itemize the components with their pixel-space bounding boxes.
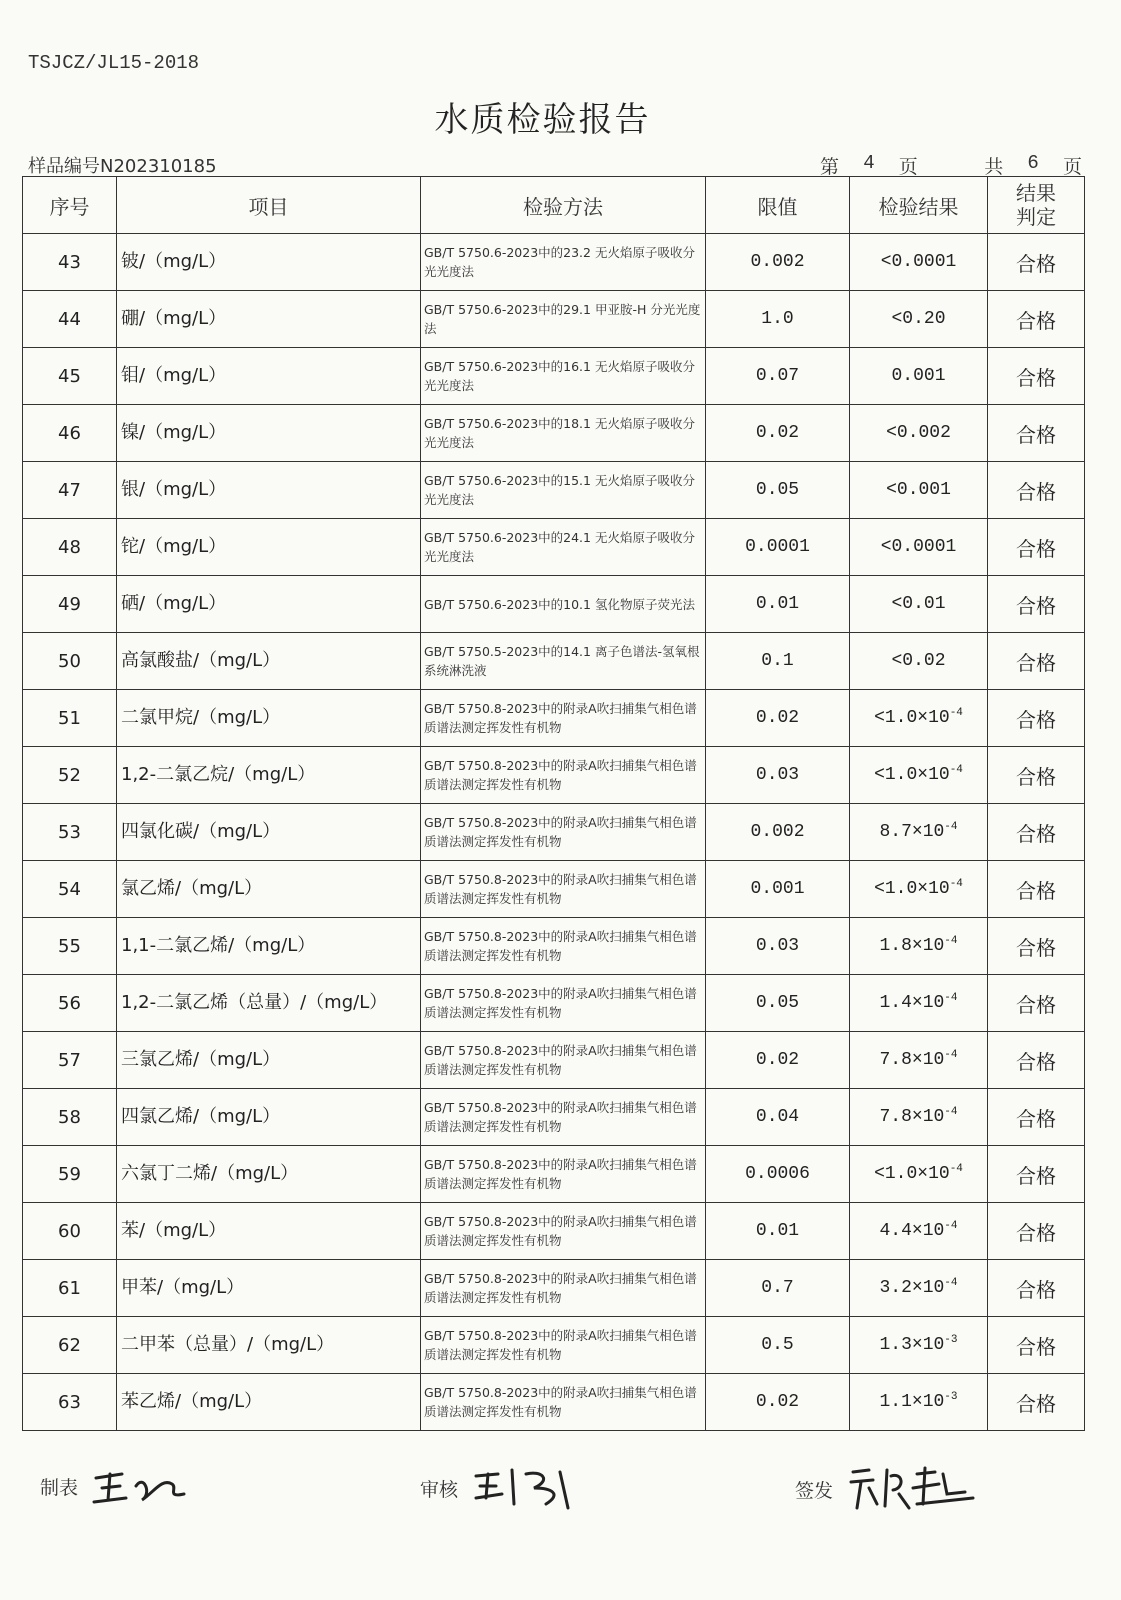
row-result-value: <0.20: [891, 309, 946, 329]
table-row: [23, 747, 1085, 804]
row-item: 1,2-二氯乙烷/（mg/L）: [117, 747, 421, 804]
row-result-value: 1.3×10: [879, 1335, 945, 1355]
header-limit: 限值: [706, 177, 850, 234]
header-seq: 序号: [23, 177, 117, 234]
row-limit: 0.03: [706, 918, 850, 975]
row-judge: 合格: [988, 519, 1085, 576]
row-result: [850, 1374, 988, 1431]
row-method: GB/T 5750.8-2023中的附录A吹扫捕集气相色谱质谱法测定挥发性有机物: [421, 861, 706, 918]
row-result-exponent: -3: [944, 1334, 958, 1346]
row-method: GB/T 5750.8-2023中的附录A吹扫捕集气相色谱质谱法测定挥发性有机物: [421, 1203, 706, 1260]
row-result-value: 1.8×10: [879, 936, 945, 956]
row-limit: 1.0: [706, 291, 850, 348]
page-prefix: 第: [820, 156, 840, 178]
row-judge: 合格: [988, 1089, 1085, 1146]
row-judge: 合格: [988, 633, 1085, 690]
row-judge: 合格: [988, 405, 1085, 462]
row-judge: 合格: [988, 975, 1085, 1032]
table-row: [23, 861, 1085, 918]
row-limit: 0.07: [706, 348, 850, 405]
row-result: [850, 747, 988, 804]
row-result-exponent: -3: [944, 1391, 958, 1403]
row-result-value: <0.0001: [880, 537, 957, 557]
table-row: [23, 405, 1085, 462]
row-limit: 0.02: [706, 690, 850, 747]
reviewed-by: [420, 1464, 582, 1512]
row-seq: 58: [23, 1089, 117, 1146]
row-result-value: <0.0001: [880, 252, 957, 272]
row-item: 六氯丁二烯/（mg/L）: [117, 1146, 421, 1203]
row-item: 四氯乙烯/（mg/L）: [117, 1089, 421, 1146]
row-result: [850, 1032, 988, 1089]
row-method: GB/T 5750.8-2023中的附录A吹扫捕集气相色谱质谱法测定挥发性有机物: [421, 1317, 706, 1374]
row-judge: 合格: [988, 348, 1085, 405]
row-method: GB/T 5750.8-2023中的附录A吹扫捕集气相色谱质谱法测定挥发性有机物: [421, 1260, 706, 1317]
row-seq: 57: [23, 1032, 117, 1089]
row-item: 硼/（mg/L）: [117, 291, 421, 348]
row-limit: 0.02: [706, 405, 850, 462]
row-limit: 0.02: [706, 1032, 850, 1089]
row-method: GB/T 5750.6-2023中的16.1 无火焰原子吸收分光光度法: [421, 348, 706, 405]
row-method: GB/T 5750.6-2023中的23.2 无火焰原子吸收分光光度法: [421, 234, 706, 291]
document-code: TSJCZ/JL15-2018: [28, 52, 200, 74]
row-limit: 0.0001: [706, 519, 850, 576]
page-total-prefix: 共: [984, 156, 1004, 178]
table-row: [23, 918, 1085, 975]
results-table: [22, 176, 1085, 1431]
row-seq: 47: [23, 462, 117, 519]
row-result-value: 8.7×10: [879, 822, 945, 842]
row-judge: 合格: [988, 804, 1085, 861]
row-seq: 50: [23, 633, 117, 690]
row-result-exponent: -4: [949, 707, 963, 719]
row-limit: 0.01: [706, 1203, 850, 1260]
row-item: 苯乙烯/（mg/L）: [117, 1374, 421, 1431]
row-result-value: <0.001: [886, 480, 951, 500]
row-item: 苯/（mg/L）: [117, 1203, 421, 1260]
row-result-value: <0.002: [886, 423, 951, 443]
row-seq: 54: [23, 861, 117, 918]
row-limit: 0.05: [706, 975, 850, 1032]
row-result-exponent: -4: [944, 821, 958, 833]
row-limit: 0.05: [706, 462, 850, 519]
sample-number-label: 样品编号: [28, 156, 100, 177]
row-judge: 合格: [988, 576, 1085, 633]
table-row: [23, 975, 1085, 1032]
row-result: [850, 633, 988, 690]
row-result-exponent: -4: [949, 878, 963, 890]
row-seq: 45: [23, 348, 117, 405]
row-item: 银/（mg/L）: [117, 462, 421, 519]
table-body: [23, 234, 1085, 1431]
row-item: 甲苯/（mg/L）: [117, 1260, 421, 1317]
row-method: GB/T 5750.6-2023中的24.1 无火焰原子吸收分光光度法: [421, 519, 706, 576]
row-limit: 0.001: [706, 861, 850, 918]
row-result: [850, 348, 988, 405]
row-seq: 62: [23, 1317, 117, 1374]
header-method: 检验方法: [421, 177, 706, 234]
row-result-value: <1.0×10: [874, 765, 950, 785]
row-item: 铊/（mg/L）: [117, 519, 421, 576]
row-item: 铍/（mg/L）: [117, 234, 421, 291]
row-limit: 0.0006: [706, 1146, 850, 1203]
row-item: 四氯化碳/（mg/L）: [117, 804, 421, 861]
row-result-value: 7.8×10: [879, 1050, 945, 1070]
row-item: 硒/（mg/L）: [117, 576, 421, 633]
row-result-value: <0.02: [891, 651, 946, 671]
row-result: [850, 462, 988, 519]
row-seq: 63: [23, 1374, 117, 1431]
row-result: [850, 576, 988, 633]
row-limit: 0.1: [706, 633, 850, 690]
row-limit: 0.02: [706, 1374, 850, 1431]
report-title: 水质检验报告: [434, 100, 651, 140]
row-result-exponent: -4: [944, 1220, 958, 1232]
row-limit: 0.002: [706, 804, 850, 861]
row-method: GB/T 5750.8-2023中的附录A吹扫捕集气相色谱质谱法测定挥发性有机物: [421, 747, 706, 804]
row-limit: 0.04: [706, 1089, 850, 1146]
table-row: [23, 519, 1085, 576]
row-result-value: 4.4×10: [879, 1221, 945, 1241]
row-result: [850, 291, 988, 348]
header-result: 检验结果: [850, 177, 988, 234]
prepared-label: 制表: [40, 1476, 79, 1499]
row-item: 钼/（mg/L）: [117, 348, 421, 405]
row-item: 1,2-二氯乙烯（总量）/（mg/L）: [117, 975, 421, 1032]
row-method: GB/T 5750.5-2023中的14.1 离子色谱法-氢氧根系统淋洗液: [421, 633, 706, 690]
table-row: [23, 234, 1085, 291]
row-limit: 0.7: [706, 1260, 850, 1317]
row-result-value: <1.0×10: [874, 708, 950, 728]
row-result-exponent: -4: [949, 1163, 963, 1175]
row-seq: 53: [23, 804, 117, 861]
sample-number-value: N202310185: [100, 156, 217, 177]
page-current: 4: [863, 152, 875, 174]
row-item: 1,1-二氯乙烯/（mg/L）: [117, 918, 421, 975]
row-judge: 合格: [988, 861, 1085, 918]
row-result: [850, 1317, 988, 1374]
row-item: 二甲苯（总量）/（mg/L）: [117, 1317, 421, 1374]
row-seq: 59: [23, 1146, 117, 1203]
row-method: GB/T 5750.8-2023中的附录A吹扫捕集气相色谱质谱法测定挥发性有机物: [421, 918, 706, 975]
row-limit: 0.01: [706, 576, 850, 633]
row-judge: 合格: [988, 690, 1085, 747]
table-row: [23, 633, 1085, 690]
row-result: [850, 918, 988, 975]
row-judge: 合格: [988, 1032, 1085, 1089]
row-method: GB/T 5750.8-2023中的附录A吹扫捕集气相色谱质谱法测定挥发性有机物: [421, 1146, 706, 1203]
row-result: [850, 234, 988, 291]
row-seq: 60: [23, 1203, 117, 1260]
prepared-by: [40, 1464, 192, 1508]
row-seq: 43: [23, 234, 117, 291]
table-row: [23, 1203, 1085, 1260]
row-result-exponent: -4: [949, 764, 963, 776]
table-row: [23, 348, 1085, 405]
row-limit: 0.5: [706, 1317, 850, 1374]
table-row: [23, 1089, 1085, 1146]
row-result-value: <1.0×10: [874, 879, 950, 899]
row-result-exponent: -4: [944, 935, 958, 947]
row-result: [850, 1089, 988, 1146]
row-method: GB/T 5750.8-2023中的附录A吹扫捕集气相色谱质谱法测定挥发性有机物: [421, 804, 706, 861]
row-method: GB/T 5750.8-2023中的附录A吹扫捕集气相色谱质谱法测定挥发性有机物: [421, 975, 706, 1032]
page-total: 6: [1027, 152, 1039, 174]
row-result: [850, 1260, 988, 1317]
header-judge: [988, 177, 1085, 234]
row-seq: 61: [23, 1260, 117, 1317]
row-result-value: 3.2×10: [879, 1278, 945, 1298]
table-row: [23, 804, 1085, 861]
row-result: [850, 861, 988, 918]
row-result: [850, 405, 988, 462]
row-item: 镍/（mg/L）: [117, 405, 421, 462]
table-row: [23, 1146, 1085, 1203]
row-seq: 56: [23, 975, 117, 1032]
row-seq: 46: [23, 405, 117, 462]
row-judge: 合格: [988, 1374, 1085, 1431]
row-result: [850, 1146, 988, 1203]
table-row: [23, 291, 1085, 348]
issued-signature: [847, 1464, 977, 1514]
row-method: GB/T 5750.8-2023中的附录A吹扫捕集气相色谱质谱法测定挥发性有机物: [421, 1032, 706, 1089]
table-row: [23, 1374, 1085, 1431]
row-result-value: <0.01: [891, 594, 946, 614]
row-result: [850, 519, 988, 576]
row-judge: 合格: [988, 1260, 1085, 1317]
table-row: [23, 576, 1085, 633]
page-indicator: [820, 152, 1082, 179]
row-method: GB/T 5750.6-2023中的15.1 无火焰原子吸收分光光度法: [421, 462, 706, 519]
row-result-exponent: -4: [944, 1277, 958, 1289]
table-row: [23, 462, 1085, 519]
row-result: [850, 690, 988, 747]
header-item: 项目: [117, 177, 421, 234]
row-method: GB/T 5750.8-2023中的附录A吹扫捕集气相色谱质谱法测定挥发性有机物: [421, 1374, 706, 1431]
row-limit: 0.002: [706, 234, 850, 291]
row-result: [850, 804, 988, 861]
row-method: GB/T 5750.8-2023中的附录A吹扫捕集气相色谱质谱法测定挥发性有机物: [421, 690, 706, 747]
row-seq: 55: [23, 918, 117, 975]
row-result-exponent: -4: [944, 1106, 958, 1118]
row-result-value: 0.001: [891, 366, 946, 386]
row-seq: 44: [23, 291, 117, 348]
row-method: GB/T 5750.6-2023中的18.1 无火焰原子吸收分光光度法: [421, 405, 706, 462]
row-item: 二氯甲烷/（mg/L）: [117, 690, 421, 747]
row-result-value: 1.1×10: [879, 1392, 945, 1412]
row-method: GB/T 5750.6-2023中的29.1 甲亚胺-H 分光光度法: [421, 291, 706, 348]
row-judge: 合格: [988, 1317, 1085, 1374]
row-result: [850, 1203, 988, 1260]
issued-label: 签发: [795, 1479, 834, 1502]
table-row: [23, 1317, 1085, 1374]
row-item: 氯乙烯/（mg/L）: [117, 861, 421, 918]
row-judge: 合格: [988, 918, 1085, 975]
row-result-value: 7.8×10: [879, 1107, 945, 1127]
row-limit: 0.03: [706, 747, 850, 804]
header-judge-line2: 判定: [1016, 205, 1056, 229]
page-unit: 页: [898, 156, 918, 178]
row-judge: 合格: [988, 291, 1085, 348]
page-total-unit: 页: [1062, 156, 1082, 178]
reviewed-label: 审核: [420, 1478, 459, 1501]
row-judge: 合格: [988, 234, 1085, 291]
reviewed-signature: [472, 1464, 582, 1512]
sample-number: [28, 152, 217, 178]
row-judge: 合格: [988, 462, 1085, 519]
row-method: GB/T 5750.6-2023中的10.1 氢化物原子荧光法: [421, 576, 706, 633]
row-result-value: 1.4×10: [879, 993, 945, 1013]
row-item: 三氯乙烯/（mg/L）: [117, 1032, 421, 1089]
row-seq: 52: [23, 747, 117, 804]
issued-by: [795, 1464, 977, 1514]
row-result-exponent: -4: [944, 992, 958, 1004]
row-result-value: <1.0×10: [874, 1164, 950, 1184]
signature-footer: [0, 1456, 1121, 1516]
row-result-exponent: -4: [944, 1049, 958, 1061]
row-item: 高氯酸盐/（mg/L）: [117, 633, 421, 690]
table-row: [23, 1032, 1085, 1089]
row-seq: 48: [23, 519, 117, 576]
row-result: [850, 975, 988, 1032]
row-judge: 合格: [988, 747, 1085, 804]
table-row: [23, 690, 1085, 747]
row-judge: 合格: [988, 1146, 1085, 1203]
table-header-row: [23, 177, 1085, 234]
row-method: GB/T 5750.8-2023中的附录A吹扫捕集气相色谱质谱法测定挥发性有机物: [421, 1089, 706, 1146]
row-judge: 合格: [988, 1203, 1085, 1260]
row-seq: 49: [23, 576, 117, 633]
prepared-signature: [92, 1464, 192, 1508]
row-seq: 51: [23, 690, 117, 747]
header-judge-line1: 结果: [1016, 181, 1056, 205]
table-row: [23, 1260, 1085, 1317]
